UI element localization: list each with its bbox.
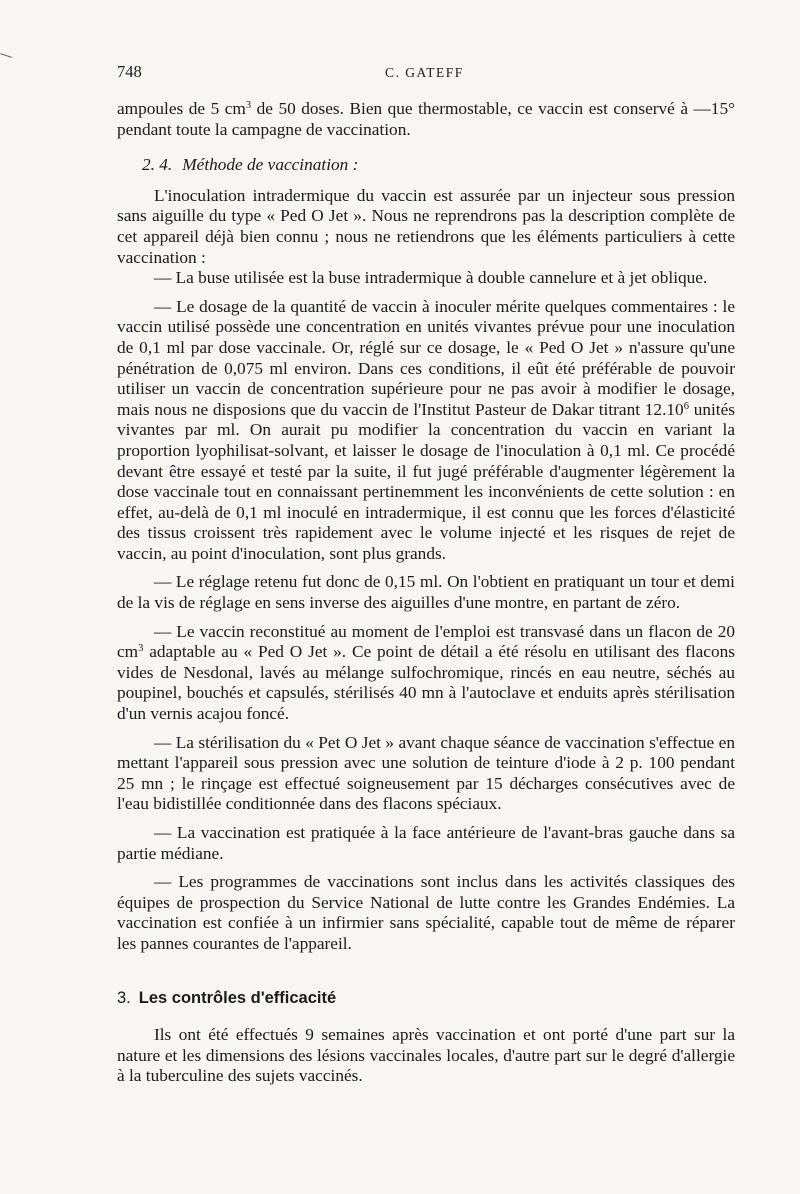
intro-text-b: de 50 doses. Bien que thermostable, ce vaccin est conservé à —15° pendant toute la campagne de vaccination. (117, 99, 735, 139)
intro-text-a: ampoules de 5 cm (117, 99, 246, 118)
dosage-text-b: unités vivantes par ml. On aurait pu modifier la concentration du vaccin en variant la proportion lyophilisat-solvant, et laisser le dosage de l'inoculation à 0,1 ml. Ce procédé devant être essayé et testé par la suite, il fut jugé préférable d'augmenter légèrement la dose vaccinale tout en connaissant pertinemment les inconvénients de cette solution : en effet, au-delà de 0,1 ml inoculé en intradermique, il est connu que les forces d'élasticité des tissus croissent très rapidement avec le volume injecté et les risques de rejet de vaccin, au point d'inoculation, sont plus grands. (117, 399, 735, 563)
section-number: 3. (117, 988, 131, 1007)
reconstitue-text-b: adaptable au « Ped O Jet ». Ce point de détail a été résolu en utilisant des flacons vides de Nesdonal, lavés au mélange sulfochromique, rincés en eau neutre, séchés au poupinel, bouchés et capsulés, stérilisés 40 mn à l'autoclave et enduits après stérilisation d'un vernis acajou foncé. (117, 642, 735, 724)
item-programmes: — Les programmes de vaccinations sont inclus dans les activités classiques des équipes de prospection du Service National de lutte contre les Grandes Endémies. La vaccination est confiée à un infirmier sans spécialité, capable tout de même de réparer les pannes courantes de l'appareil. (117, 872, 735, 953)
section3-paragraph: Ils ont été effectués 9 semaines après vaccination et ont porté d'une part sur la nature et les dimensions des lésions vaccinales locales, d'autre part sur le degré d'allergie à la tuberculine des sujets vaccinés. (117, 1025, 735, 1086)
page-header (117, 62, 735, 84)
item-reglage: — Le réglage retenu fut donc de 0,15 ml. On l'obtient en pratiquant un tour et demi de la vis de réglage en sens inverse des aiguilles d'une montre, en partant de zéro. (117, 572, 735, 613)
method-intro-paragraph: L'inoculation intradermique du vaccin est assurée par un injecteur sous pression sans aiguille du type « Ped O Jet ». Nous ne reprendrons pas la description complète de cet appareil déjà bien connu ; nous ne retiendrons que les éléments particuliers à cette vaccination : (117, 185, 735, 267)
item-site: — La vaccination est pratiquée à la face antérieure de l'avant-bras gauche dans sa partie médiane. (117, 823, 735, 863)
page-body (117, 62, 735, 1087)
page-number: 748 (117, 62, 142, 81)
scan-edge-mark (0, 53, 12, 58)
dosage-text-a: — Le dosage de la quantité de vaccin à inoculer mérite quelques commentaires : le vaccin utilisé possède une concentration en unités vivantes prévue pour une inoculation de 0,1 ml par dose vaccinale. Or, réglé sur ce dosage, le « Ped O Jet » n'assure qu'une pénétration de 0,075 ml environ. Dans ces conditions, il eût été préférable de pouvoir utiliser un vaccin de concentration supérieure pour ne pas avoir à modifier le dosage, mais nous ne disposions que du vaccin de l'Institut Pasteur de Dakar titrant 12.10 (117, 296, 735, 419)
item-reconstitue (117, 622, 735, 725)
intro-sup: 3 (245, 100, 252, 111)
section-title: Les contrôles d'efficacité (138, 988, 337, 1007)
running-head: C. GATEFF (385, 65, 464, 80)
item-sterilisation: — La stérilisation du « Pet O Jet » avant chaque séance de vaccination s'effectue en mettant l'appareil sous pression avec une solution de teinture d'iode à 2 p. 100 pendant 25 mn ; le rinçage est effectué soigneusement par 15 décharges consécutives avec de l'eau bidistillée conditionnée dans des flacons spéciaux. (117, 732, 735, 814)
subsection-number: 2. 4. (142, 155, 173, 175)
item-buse: — La buse utilisée est la buse intradermique à double cannelure et à jet oblique. (154, 268, 708, 288)
subsection-heading (142, 155, 735, 176)
reconstitue-text-a: — Le vaccin reconstitué au moment de l'emploi est transvasé dans un flacon de 20 cm (117, 621, 735, 662)
item-dosage (117, 297, 735, 565)
reconstitue-sup: 3 (138, 643, 144, 655)
intro-paragraph (117, 99, 735, 140)
subsection-title: Méthode de vaccination : (182, 155, 359, 175)
dosage-sup: 6 (683, 400, 689, 412)
section-heading (117, 988, 735, 1009)
